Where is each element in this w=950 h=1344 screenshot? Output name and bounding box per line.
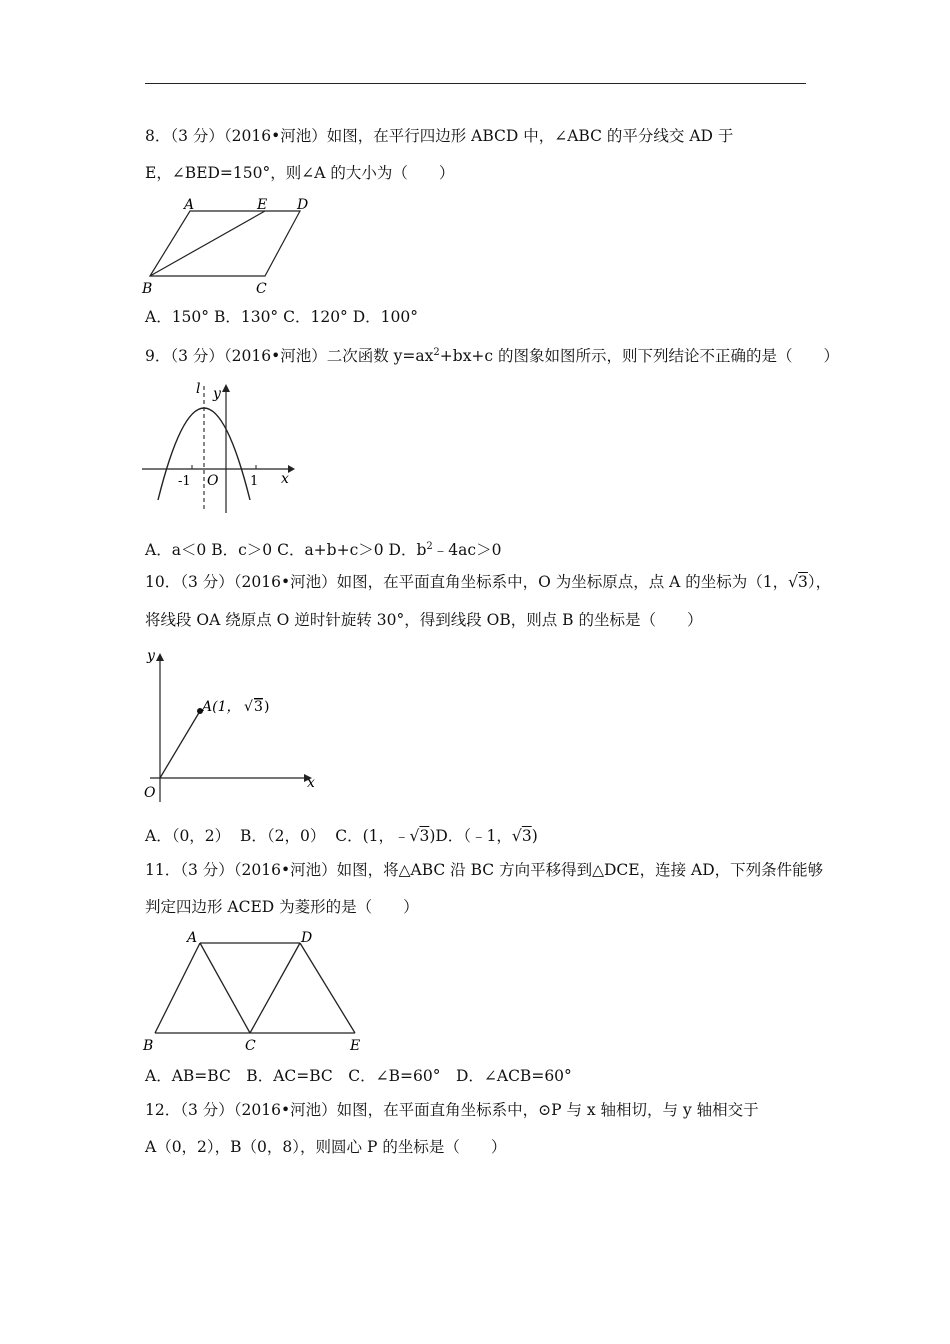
- q10-label-a-sqrt-sign-icon: √: [244, 699, 253, 715]
- q10-opt-c-sqrt: 3: [419, 827, 430, 845]
- q9-label-1: 1: [250, 474, 259, 489]
- q8-options: A．150° B．130° C．120° D．100°: [145, 308, 418, 326]
- q11-label-a: A: [187, 930, 198, 946]
- q10-segment-oa: [160, 711, 200, 778]
- q11-line-ab: [155, 943, 200, 1033]
- q8-bisector-be: [150, 211, 265, 276]
- q8-label-e: E: [257, 197, 268, 213]
- q11-line2: 判定四边形 ACED 为菱形的是（ ）: [145, 898, 419, 916]
- q10-y-arrow-icon: [156, 653, 164, 661]
- q11-label-e: E: [350, 1038, 361, 1054]
- q9-parabola-figure: [140, 378, 300, 518]
- q8-label-c: C: [256, 281, 267, 297]
- q8-parallelogram: [150, 211, 300, 276]
- q9-stem-prefix: 9．（3 分）（2016•河池）二次函数 y=ax: [145, 347, 434, 366]
- q11-line-cd: [250, 943, 300, 1033]
- q12-line2: A（0，2），B（0，8），则圆心 P 的坐标是（ ）: [145, 1138, 507, 1156]
- q11-options: A．AB=BC B．AC=BC C．∠B=60° D．∠ACB=60°: [145, 1067, 572, 1085]
- q10-opt-c: C．(1，﹣: [335, 827, 410, 845]
- q10-label-a: A(1，: [202, 699, 241, 715]
- q9-label-o: O: [207, 473, 219, 489]
- q9-label-y: y: [213, 386, 221, 402]
- q9-y-arrow-icon: [222, 384, 230, 392]
- q11-line-ac: [200, 943, 250, 1033]
- q10-opt-a: A．（0，2）: [145, 827, 231, 845]
- q10-label-x: x: [307, 775, 315, 791]
- q11-label-d: D: [301, 930, 313, 946]
- q10-options: [145, 826, 538, 846]
- q12-line1: 12．（3 分）（2016•河池）如图，在平面直角坐标系中，⊙P 与 x 轴相切，与 y 轴相交于: [145, 1101, 759, 1119]
- q11-line1: 11．（3 分）（2016•河池）如图，将△ABC 沿 BC 方向平移得到△DCE，连接 AD，下列条件能够: [145, 861, 824, 879]
- q10-opt-c-sqrt-sign-icon: √: [409, 827, 420, 845]
- q10-opt-d-close: ): [531, 827, 538, 845]
- q9-options-main: A．a＜0 B．c＞0 C．a+b+c＞0 D．b: [145, 541, 427, 560]
- q10-opt-c-close: ): [429, 827, 436, 845]
- q10-opt-d-sqrt: 3: [521, 827, 532, 845]
- q9-options-tail: ﹣4ac＞0: [432, 541, 502, 560]
- q8-parallelogram-figure: [140, 193, 320, 298]
- q9-options: [145, 537, 501, 560]
- q9-label-l: l: [196, 381, 201, 397]
- q10-line1: [145, 572, 831, 592]
- q10-coordinate-figure: [140, 645, 330, 805]
- q10-label-y: y: [147, 648, 155, 664]
- q8-label-b: B: [142, 281, 153, 297]
- q9-options-exponent: 2: [426, 541, 433, 552]
- q10-label-a-close: ): [264, 699, 270, 715]
- q10-opt-b: B．（2，0）: [240, 827, 326, 845]
- q11-label-b: B: [143, 1038, 154, 1054]
- header-rule: [145, 83, 806, 84]
- q8-line1: 8．（3 分）（2016•河池）如图，在平行四边形 ABCD 中，∠ABC 的平分线交 AD 于: [145, 127, 734, 145]
- q9-label-x: x: [281, 471, 289, 487]
- q10-line1-prefix: 10．（3 分）（2016•河池）如图，在平面直角坐标系中，O 为坐标原点，点 A 的坐标为（1，: [145, 573, 789, 591]
- q10-line1-suffix: ），: [807, 573, 832, 591]
- q8-line2: E，∠BED=150°，则∠A 的大小为（ ）: [145, 164, 455, 182]
- q10-line1-sqrt: 3: [798, 573, 808, 591]
- q9-x-arrow-icon: [288, 465, 295, 473]
- q9-stem: [145, 343, 839, 366]
- q9-stem-suffix: +bx+c 的图象如图所示，则下列结论不正确的是（ ）: [439, 347, 840, 366]
- q10-label-a-sqrt: 3: [254, 699, 263, 715]
- q8-label-d: D: [297, 197, 309, 213]
- q11-rhombus-figure: [140, 928, 370, 1058]
- q8-label-a: A: [184, 197, 195, 213]
- q9-stem-exponent: 2: [433, 347, 440, 358]
- q11-line-de: [300, 943, 355, 1033]
- q10-opt-d-sqrt-sign-icon: √: [511, 827, 522, 845]
- q10-sqrt-sign-icon: √: [788, 573, 799, 591]
- q10-label-o: O: [144, 785, 156, 801]
- q11-label-c: C: [245, 1038, 256, 1054]
- q10-line2: 将线段 OA 绕原点 O 逆时针旋转 30°，得到线段 OB，则点 B 的坐标是（ ）: [145, 611, 703, 629]
- q10-opt-d: D．（﹣1，: [435, 827, 512, 845]
- q9-label-neg1: -1: [178, 474, 191, 489]
